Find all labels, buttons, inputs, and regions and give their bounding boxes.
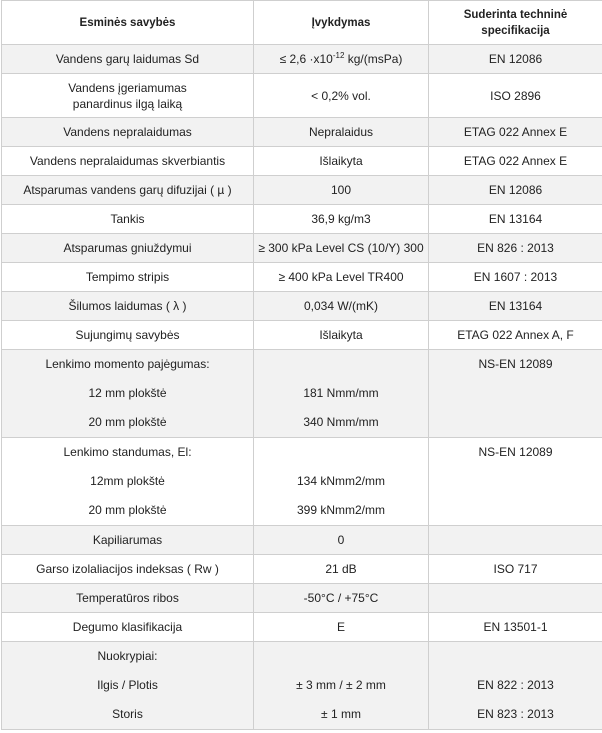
value-text: ≤ 2,6 ·x10 [279,52,333,66]
spec-cell: EN 826 : 2013 [429,234,602,263]
value-cell: ≥ 300 kPa Level CS (10/Y) 300 [254,234,429,263]
group-spacer [429,642,602,671]
group-title: Nuokrypiai: [97,649,158,663]
property-cell: Garso izolaliacijos indeksas ( Rw ) [2,555,254,584]
property-cell: Kapiliarumas [2,526,254,555]
value-cell [254,642,429,730]
value-exponent: -12 [332,51,345,60]
group-title: Lenkimo momento pajėgumas: [45,357,210,371]
spec-cell: EN 12086 [429,45,602,74]
table-row [2,526,602,555]
table-row [2,234,602,263]
value-cell: Išlaikyta [254,147,429,176]
group-item-value: 399 kNmm2/mm [296,503,385,517]
group-row-bending-stiffness [2,438,602,526]
property-cell [2,438,254,526]
value-unit: kg/(msPa) [344,52,403,66]
table-row [2,118,602,147]
property-cell: Vandens nepralaidumas [2,118,254,147]
spec-cell [429,584,602,613]
value-cell [254,350,429,438]
group-item-value: ± 3 mm / ± 2 mm [296,678,386,692]
value-cell: -50°C / +75°C [254,584,429,613]
group-item-label: Ilgis / Plotis [97,678,158,692]
table-row [2,176,602,205]
property-cell: Vandens garų laidumas Sd [2,45,254,74]
group-row-bending-moment [2,350,602,438]
group-item-label: 20 mm plokštė [88,415,167,429]
group-spacer [254,642,428,671]
spec-cell [429,642,602,730]
spec-cell: EN 13164 [429,205,602,234]
value-cell: 36,9 kg/m3 [254,205,429,234]
spec-cell: ISO 717 [429,555,602,584]
group-item-spec: EN 822 : 2013 [477,678,554,692]
property-cell: Tempimo stripis [2,263,254,292]
value-cell: E [254,613,429,642]
table-row [2,45,602,74]
spec-cell: EN 1607 : 2013 [429,263,602,292]
header-row [2,1,602,45]
group-spec: NS-EN 12089 [478,445,553,459]
property-cell: Temperatūros ribos [2,584,254,613]
spec-cell [429,350,602,438]
property-cell: Tankis [2,205,254,234]
value-cell: ≥ 400 kPa Level TR400 [254,263,429,292]
property-cell [2,642,254,730]
group-row-tolerances [2,642,602,730]
table-row [2,205,602,234]
property-cell: Atsparumas vandens garų difuzijai ( µ ) [2,176,254,205]
value-cell: 21 dB [254,555,429,584]
group-item-label: 12 mm plokštė [88,386,167,400]
spec-cell: ISO 2896 [429,74,602,118]
property-cell: Atsparumas gniuždymui [2,234,254,263]
spec-cell: EN 13164 [429,292,602,321]
table-row [2,613,602,642]
value-cell: Išlaikyta [254,321,429,350]
group-title: Lenkimo standumas, El: [63,445,192,459]
spec-cell [429,438,602,526]
table-row [2,147,602,176]
property-cell: Degumo klasifikacija [2,613,254,642]
group-spacer [254,350,428,379]
property-cell: Vandens nepralaidumas skverbiantis [2,147,254,176]
spec-cell: ETAG 022 Annex E [429,147,602,176]
spec-cell: EN 13501-1 [429,613,602,642]
group-item-label: Storis [112,707,143,721]
spec-cell [429,526,602,555]
table-row [2,555,602,584]
table-row [2,292,602,321]
group-item-label: 12mm plokštė [90,474,165,488]
group-item-value: ± 1 mm [321,707,361,721]
group-item-label: 20 mm plokštė [88,503,167,517]
value-cell: < 0,2% vol. [254,74,429,118]
spec-cell: ETAG 022 Annex A, F [429,321,602,350]
group-item-value: 181 Nmm/mm [303,386,379,400]
group-spacer [254,438,428,467]
group-spec: NS-EN 12089 [478,357,553,371]
properties-table [1,0,602,730]
group-item-value: 134 kNmm2/mm [296,474,385,488]
group-item-value: 340 Nmm/mm [303,415,379,429]
property-cell: Vandens įgeriamumas panardinus ilgą laiką [2,74,254,118]
spec-cell: ETAG 022 Annex E [429,118,602,147]
table-row [2,74,602,118]
value-cell: 100 [254,176,429,205]
spec-cell: EN 12086 [429,176,602,205]
header-specification: Suderinta techninė specifikacija [429,1,602,45]
value-cell [254,438,429,526]
table-row [2,263,602,292]
value-cell: 0 [254,526,429,555]
header-property: Esminės savybės [2,1,254,45]
property-cell: Sujungimų savybės [2,321,254,350]
group-item-spec: EN 823 : 2013 [477,707,554,721]
value-cell [254,45,429,74]
property-cell: Šilumos laidumas ( λ ) [2,292,254,321]
property-cell [2,350,254,438]
header-performance: Įvykdymas [254,1,429,45]
value-cell: Nepralaidus [254,118,429,147]
table-row [2,584,602,613]
table-row [2,321,602,350]
value-cell: 0,034 W/(mK) [254,292,429,321]
